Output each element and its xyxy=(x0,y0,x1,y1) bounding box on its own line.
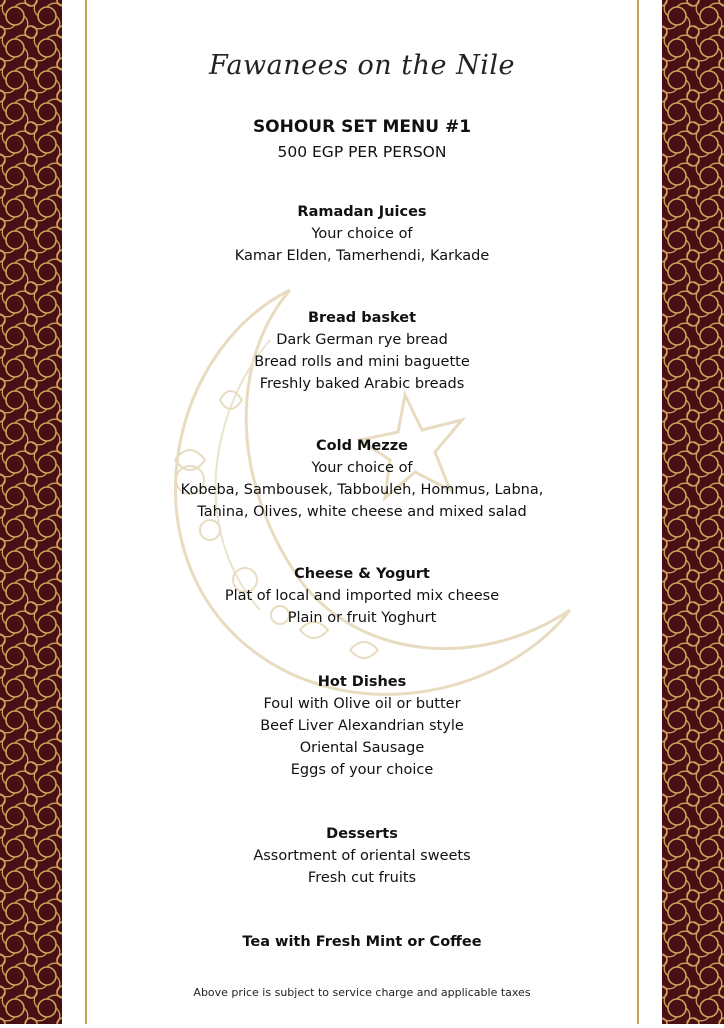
menu-line: Foul with Olive oil or butter xyxy=(263,696,461,712)
menu-line: Oriental Sausage xyxy=(299,740,425,756)
section-title: Desserts xyxy=(326,826,398,842)
right-gold-rule xyxy=(637,0,639,1024)
menu-line: Eggs of your choice xyxy=(290,762,434,778)
menu-title: SOHOUR SET MENU #1 xyxy=(252,117,472,137)
menu-line: Kobeba, Sambousek, Tabbouleh, Hommus, Labna, xyxy=(180,482,544,498)
menu-line: Plain or fruit Yoghurt xyxy=(287,610,437,626)
left-ornament-border xyxy=(0,0,62,1024)
menu-line: Freshly baked Arabic breads xyxy=(259,376,465,392)
right-ornament-border xyxy=(662,0,724,1024)
section-title: Hot Dishes xyxy=(317,674,407,690)
section-title: Tea with Fresh Mint or Coffee xyxy=(242,934,482,950)
restaurant-name: Fawanees on the Nile xyxy=(209,50,515,81)
section-cold-mezze xyxy=(88,435,636,523)
menu-content xyxy=(88,0,636,1024)
section-ramadan-juices xyxy=(88,201,636,267)
section-bread-basket xyxy=(88,307,636,395)
left-gold-rule xyxy=(85,0,87,1024)
section-cheese-yogurt xyxy=(88,563,636,629)
menu-line: Plat of local and imported mix cheese xyxy=(224,588,500,604)
menu-line: Assortment of oriental sweets xyxy=(253,848,471,864)
left-ornament-pattern xyxy=(0,0,62,1024)
section-title: Cold Mezze xyxy=(316,438,408,454)
menu-line: Bread rolls and mini baguette xyxy=(254,354,470,370)
right-ornament-pattern xyxy=(662,0,724,1024)
section-title: Bread basket xyxy=(307,310,417,326)
menu-line: Your choice of xyxy=(311,460,413,476)
menu-line: Beef Liver Alexandrian style xyxy=(260,718,464,734)
section-hot-dishes xyxy=(88,671,636,781)
menu-line: Tahina, Olives, white cheese and mixed salad xyxy=(197,504,527,520)
section-title: Ramadan Juices xyxy=(297,204,427,220)
menu-line: Your choice of xyxy=(311,226,413,242)
menu-line: Fresh cut fruits xyxy=(307,870,417,886)
menu-line: Kamar Elden, Tamerhendi, Karkade xyxy=(234,248,490,264)
section-desserts xyxy=(88,823,636,889)
menu-line: Dark German rye bread xyxy=(276,332,448,348)
section-title: Cheese & Yogurt xyxy=(294,566,430,582)
tax-footnote: Above price is subject to service charge and applicable taxes xyxy=(193,986,531,999)
menu-price: 500 EGP PER PERSON xyxy=(277,143,447,161)
section-tea-coffee xyxy=(88,931,636,953)
